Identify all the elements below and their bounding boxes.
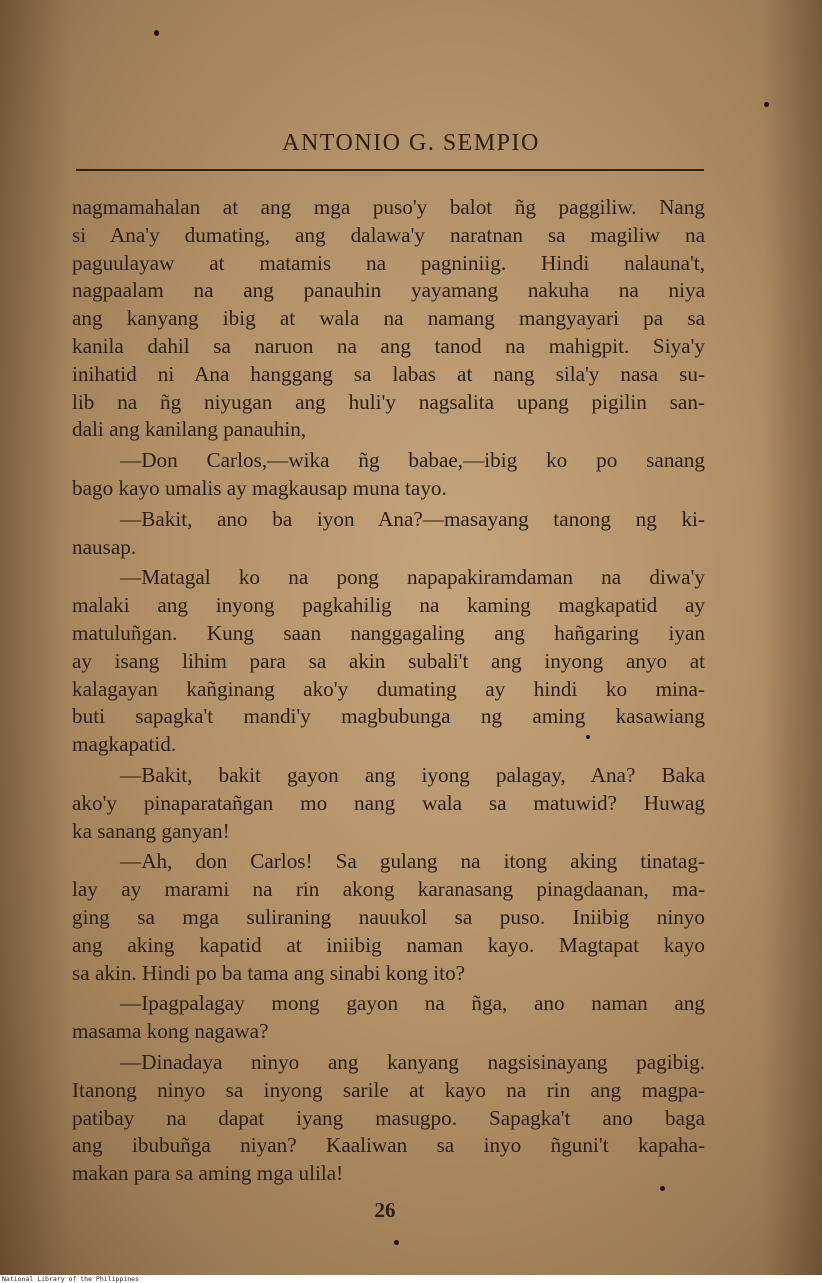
header-rule bbox=[76, 169, 704, 171]
ink-speck bbox=[154, 30, 159, 36]
library-credit: National Library of the Philippines bbox=[0, 1275, 822, 1283]
text-line: matuluñgan. Kung saan nanggagaling ang hañgaring iyan bbox=[72, 620, 705, 645]
text-line: kanila dahil sa naruon na ang tanod na mahigpit. Siya'y bbox=[72, 333, 705, 358]
running-header: ANTONIO G. SEMPIO bbox=[282, 130, 540, 156]
text-line: —Don Carlos,—wika ñg babae,—ibig ko po sanang bbox=[120, 448, 705, 473]
text-line: malaki ang inyong pagkahilig na kaming magkapatid ay bbox=[72, 593, 705, 618]
paragraph bbox=[72, 762, 705, 845]
text-line: kalagayan kañginang ako'y dumating ay hindi ko mina- bbox=[72, 676, 705, 701]
paragraph bbox=[72, 506, 705, 562]
paragraph bbox=[72, 447, 705, 503]
text-line: Itanong ninyo sa inyong sarile at kayo na rin ang magpa- bbox=[72, 1077, 705, 1102]
text-line: sa akin. Hindi po ba tama ang sinabi kong ito? bbox=[72, 960, 466, 985]
text-line: dali ang kanilang panauhin, bbox=[72, 417, 307, 442]
paragraph bbox=[72, 990, 705, 1046]
body-text bbox=[72, 194, 705, 1188]
text-line: lib na ñg niyugan ang huli'y nagsalita upang pigilin san- bbox=[72, 389, 705, 414]
text-line: ging sa mga suliraning nauukol sa puso. Iniibig ninyo bbox=[72, 904, 705, 929]
text-line: inihatid ni Ana hanggang sa labas at nang sila'y nasa su- bbox=[72, 361, 705, 386]
ink-speck bbox=[394, 1240, 399, 1245]
paragraph bbox=[72, 564, 705, 759]
text-line: ang ibubuñga niyan? Kaaliwan sa inyo ñguni't kapaha- bbox=[72, 1133, 705, 1158]
text-line: ako'y pinaparatañgan mo nang wala sa matuwid? Huwag bbox=[72, 790, 705, 815]
text-line: patibay na dapat iyang masugpo. Sapagka't ano baga bbox=[72, 1105, 705, 1130]
text-line: lay ay marami na rin akong karanasang pinagdaanan, ma- bbox=[72, 877, 705, 902]
text-line: nagmamahalan at ang mga puso'y balot ñg paggiliw. Nang bbox=[72, 195, 705, 219]
text-line: nagpaalam na ang panauhin yayamang nakuha na niya bbox=[72, 278, 705, 303]
paragraph bbox=[72, 194, 705, 444]
text-line: makan para sa aming mga ulila! bbox=[72, 1161, 344, 1186]
text-line: ang kanyang ibig at wala na namang mangyayari pa sa bbox=[72, 306, 705, 331]
page-number: 26 bbox=[374, 1198, 396, 1222]
text-line: si Ana'y dumating, ang dalawa'y naratnan sa magiliw na bbox=[72, 222, 705, 247]
ink-speck bbox=[764, 102, 769, 107]
text-line: —Dinadaya ninyo ang kanyang nagsisinayang pagibig. bbox=[120, 1049, 705, 1074]
text-line: —Bakit, bakit gayon ang iyong palagay, Ana? Baka bbox=[120, 762, 705, 787]
text-line: —Matagal ko na pong napapakiramdaman na diwa'y bbox=[120, 565, 705, 590]
text-line: masama kong nagawa? bbox=[72, 1019, 269, 1044]
text-line: nausap. bbox=[72, 534, 137, 559]
text-line: magkapatid. bbox=[72, 732, 177, 757]
text-line: ka sanang ganyan! bbox=[72, 818, 230, 843]
text-line: —Ipagpalagay mong gayon na ñga, ano naman ang bbox=[120, 991, 705, 1016]
text-line: bago kayo umalis ay magkausap muna tayo. bbox=[72, 475, 447, 500]
text-line: buti sapagka't mandi'y magbubunga ng aming kasawiang bbox=[72, 704, 705, 729]
text-line: ang aking kapatid at iniibig naman kayo. Magtapat kayo bbox=[72, 932, 705, 957]
text-line: paguulayaw at matamis na pagniniig. Hindi nalauna't, bbox=[72, 250, 705, 275]
paragraph bbox=[72, 1049, 705, 1188]
text-line: —Bakit, ano ba iyon Ana?—masayang tanong ng ki- bbox=[120, 506, 705, 531]
text-line: —Ah, don Carlos! Sa gulang na itong aking tinatag- bbox=[120, 849, 705, 874]
paragraph bbox=[72, 848, 705, 987]
text-line: ay isang lihim para sa akin subali't ang inyong anyo at bbox=[72, 648, 705, 673]
